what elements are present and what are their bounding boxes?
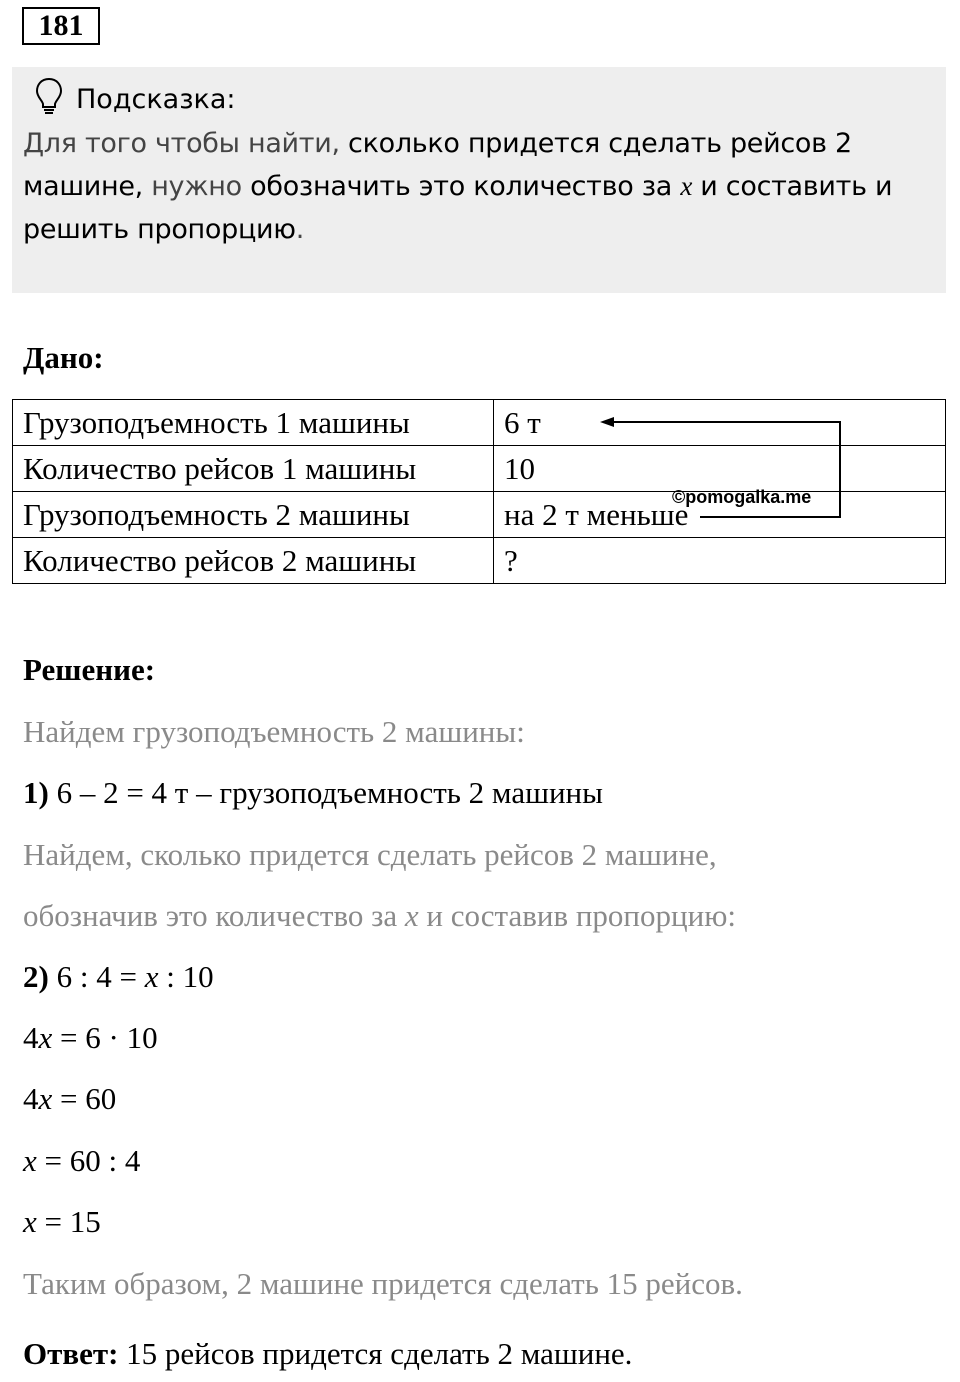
eq-text: 4 [23,1081,39,1116]
line-text: обозначив это количество за [23,898,405,933]
eq-text: = 6 · 10 [52,1020,158,1055]
step-number: 1) [23,775,49,810]
given-heading: Дано: [23,340,104,375]
variable: x [23,1143,37,1178]
answer-line [23,1336,632,1372]
hint-text-part: нужно [142,171,251,202]
equation-line [23,1143,140,1179]
step-text: : 10 [158,959,214,994]
table-cell-label: Количество рейсов 2 машины [13,538,494,584]
variable: x [38,1081,53,1116]
line-text: и составив пропорцию: [418,898,736,933]
solution-step-2 [23,959,214,995]
answer-text: 15 рейсов придется сделать 2 машине. [118,1336,633,1371]
eq-text: = 15 [36,1204,101,1239]
hint-title: Подсказка: [76,83,236,115]
solution-heading: Решение: [23,652,156,687]
solution-line: Найдем грузоподъемность 2 машины: [23,714,525,749]
hint-variable: x [680,171,692,201]
table-cell-value: 6 т [494,400,946,446]
step-text: 6 : 4 = [48,959,145,994]
solution-line [23,898,736,934]
watermark: ©pomogalka.me [672,487,812,507]
conclusion-line: Таким образом, 2 машине придется сделать 15 рейсов. [23,1266,743,1301]
table-cell-value: ? [494,538,946,584]
step-text: 6 – 2 = 4 т – грузоподъемность 2 машины [48,775,603,810]
table-cell-value: 10 [494,446,946,492]
variable: x [23,1204,37,1239]
hint-text-part: . [295,214,304,245]
hint-text [23,122,943,251]
hint-header [34,79,236,119]
table-cell-label: Грузоподъемность 2 машины [13,492,494,538]
table-cell-label: Грузоподъемность 1 машины [13,400,494,446]
table-row [13,446,946,492]
equation-line [23,1020,158,1056]
eq-text: = 60 : 4 [36,1143,141,1178]
eq-text: = 60 [52,1081,117,1116]
equation-line [23,1081,116,1117]
variable: x [38,1020,53,1055]
answer-label: Ответ: [23,1336,119,1371]
hint-text-part: Для того чтобы найти, [23,128,349,159]
equation-line [23,1204,101,1240]
lightbulb-icon [34,76,64,123]
solution-line: Найдем, сколько придется сделать рейсов 2 машине, [23,837,717,872]
hint-text-part: обозначить это количество за [250,171,681,202]
hint-text-part: сколько придется сделать рейсов 2 машине, [23,128,852,202]
table-cell-label: Количество рейсов 1 машины [13,446,494,492]
step-number: 2) [23,959,49,994]
table-row [13,538,946,584]
solution-step-1 [23,775,603,811]
table-cell-value: на 2 т меньше [494,492,946,538]
table-row [13,400,946,446]
eq-text: 4 [23,1020,39,1055]
hint-box [12,67,946,293]
task-number: 181 [22,7,100,45]
hint-text-part: и составить и решить пропорцию [23,171,893,245]
variable: x [404,898,419,933]
variable: x [144,959,159,994]
